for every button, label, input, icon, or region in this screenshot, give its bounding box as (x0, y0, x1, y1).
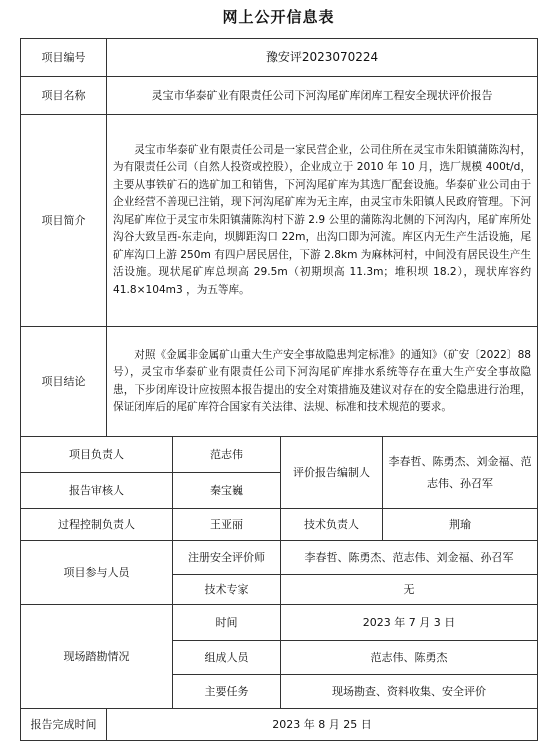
survey-members-value: 范志伟、陈勇杰 (281, 641, 538, 675)
survey-time-label: 时间 (173, 605, 281, 641)
finish-time-label: 报告完成时间 (21, 709, 107, 741)
leader-label: 项目负责人 (21, 437, 173, 473)
editors-label: 评价报告编制人 (281, 437, 383, 509)
project-intro-label: 项目简介 (21, 115, 107, 327)
row-finish-time (21, 709, 538, 741)
conclusion-label: 项目结论 (21, 327, 107, 437)
row-project-intro (21, 115, 538, 327)
row-survey-time (21, 605, 538, 641)
row-process-control (21, 509, 538, 541)
leader-value: 范志伟 (173, 437, 281, 473)
project-name-value: 灵宝市华泰矿业有限责任公司下河沟尾矿库闭库工程安全现状评价报告 (107, 77, 538, 115)
survey-task-label: 主要任务 (173, 675, 281, 709)
project-no-label: 项目编号 (21, 39, 107, 77)
row-registered-assessors (21, 541, 538, 575)
registered-assessor-label: 注册安全评价师 (173, 541, 281, 575)
reviewer-label: 报告审核人 (21, 473, 173, 509)
survey-task-value: 现场勘查、资料收集、安全评价 (281, 675, 538, 709)
project-name-label: 项目名称 (21, 77, 107, 115)
process-control-label: 过程控制负责人 (21, 509, 173, 541)
reviewer-value: 秦宝巍 (173, 473, 281, 509)
survey-members-label: 组成人员 (173, 641, 281, 675)
process-control-value: 王亚丽 (173, 509, 281, 541)
survey-time-value: 2023 年 7 月 3 日 (281, 605, 538, 641)
participants-label: 项目参与人员 (21, 541, 173, 605)
row-leader (21, 437, 538, 473)
finish-time-value: 2023 年 8 月 25 日 (107, 709, 538, 741)
tech-expert-value: 无 (281, 575, 538, 605)
editors-value: 李春哲、陈勇杰、刘金福、范志伟、孙召军 (383, 437, 538, 509)
row-project-no (21, 39, 538, 77)
page-title: 网上公开信息表 (222, 8, 335, 26)
info-table (20, 38, 538, 741)
registered-assessor-value: 李春哲、陈勇杰、范志伟、刘金福、孙召军 (281, 541, 538, 575)
tech-leader-value: 荆瑜 (383, 509, 538, 541)
project-no-value: 豫安评2023070224 (107, 39, 538, 77)
conclusion-value: 对照《金属非金属矿山重大生产安全事故隐患判定标准》的通知》（矿安〔2022〕88 号），灵宝市华泰矿业有限责任公司下河沟尾矿库排水系统等存在重大生产安全事故隐患，下步闭库设计应按照本报告提出的安全对策措施及建议对存在的安全隐患进行治理，保证闭库后的尾矿库符合国家有关法律、法规、标准和技术规范的要求。 (107, 327, 538, 437)
site-survey-label: 现场踏勘情况 (21, 605, 173, 709)
tech-leader-label: 技术负责人 (281, 509, 383, 541)
row-project-name (21, 77, 538, 115)
tech-expert-label: 技术专家 (173, 575, 281, 605)
project-intro-value: 灵宝市华泰矿业有限责任公司是一家民营企业，公司住所在灵宝市朱阳镇蒲陈沟村，为有限责任公司（自然人投资或控股），企业成立于 2010 年 10 月，选厂规模 400t/d，主要从事铁矿石的选矿加工和销售，下河沟尾矿库为其选厂配套设施。华泰矿业公司由于企业经营不善现已注销，现下河沟尾矿库为无主库，由灵宝市朱阳镇人民政府管理。下河沟尾矿库位于灵宝市朱阳镇蒲陈沟村下游 2.9 公里的蒲陈沟北侧的下河沟内，尾矿库所处沟谷大致呈西-东走向，坝脚距沟口 22m，出沟口即为河流。库区内无生产生活设施，尾矿库沟口上游 250m 有四户居民居住，下游 2.8km 为麻林河村，中间没有居民设生产生活设施。现状尾矿库总坝高 29.5m（初期坝高 11.3m；堆积坝 18.2），现状库容约 41.8×104m3 ，为五等库。 (107, 115, 538, 327)
row-conclusion (21, 327, 538, 437)
